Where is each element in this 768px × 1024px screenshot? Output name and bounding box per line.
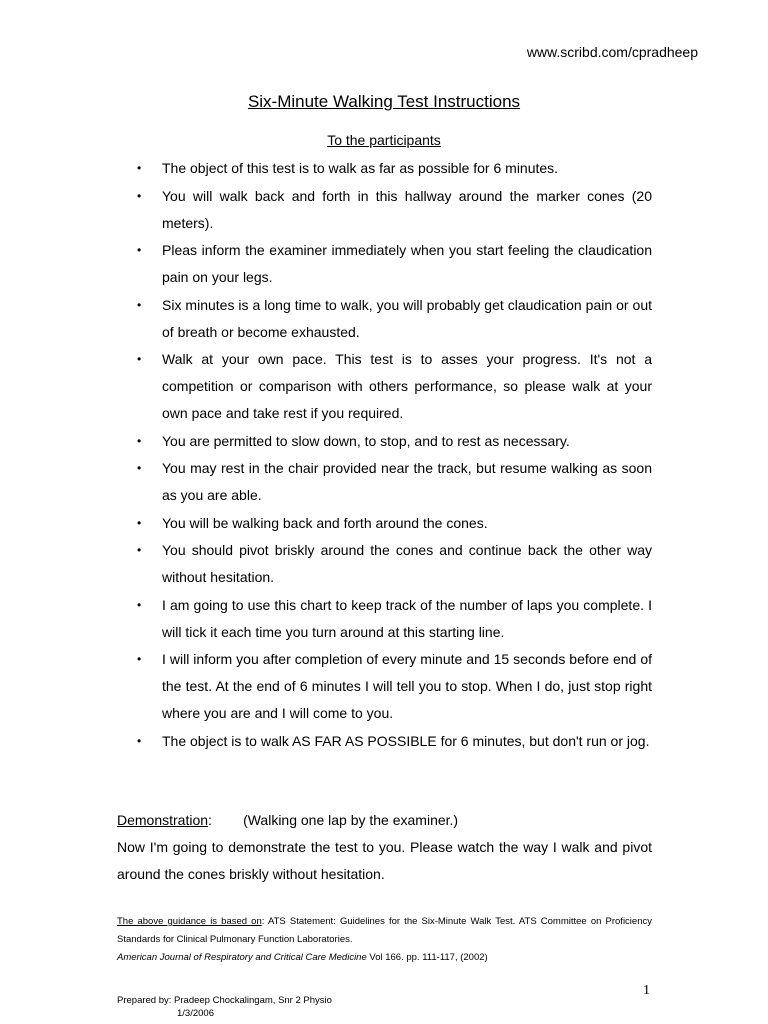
list-item-text: Six minutes is a long time to walk, you will probably get claudication pain or out of breath or become exhausted. xyxy=(162,296,652,340)
list-item xyxy=(117,346,652,427)
reference-citation: : ATS Statement: Guidelines for the Six-Minute Walk Test. ATS Committee on Proficiency Standards for Clinical Pulmonary Function Laboratories. xyxy=(117,916,652,945)
bullet-icon: • xyxy=(137,297,142,312)
list-item-text: You may rest in the chair provided near the track, but resume walking as soon as you are able. xyxy=(162,460,652,503)
list-item xyxy=(117,428,652,455)
list-item xyxy=(117,292,652,346)
list-item xyxy=(117,728,652,755)
bullet-icon: • xyxy=(137,433,142,448)
section-subtitle: To the participants xyxy=(327,132,441,148)
list-item xyxy=(117,455,652,509)
reference-journal: American Journal of Respiratory and Critical Care Medicine xyxy=(117,952,367,963)
list-item xyxy=(117,237,652,291)
demonstration-text: Now I'm going to demonstrate the test to you. Please watch the way I walk and pivot around the cones briskly without hesitation. xyxy=(117,839,652,882)
list-item xyxy=(117,510,652,537)
bullet-icon: • xyxy=(137,188,142,203)
demonstration-heading xyxy=(117,807,652,834)
demonstration-section xyxy=(117,807,652,888)
list-item-text: The object of this test is to walk as far as possible for 6 minutes. xyxy=(162,160,559,176)
bullet-icon: • xyxy=(137,352,142,366)
list-item-text: You are permitted to slow down, to stop, and to rest as necessary. xyxy=(162,432,570,449)
bullet-icon: • xyxy=(137,652,142,666)
bullet-icon: • xyxy=(137,515,142,530)
bullet-icon: • xyxy=(137,733,142,748)
bullet-icon: • xyxy=(137,243,142,257)
list-item xyxy=(117,537,652,591)
list-item-text: I will inform you after completion of every minute and 15 seconds before end of the test. At the end of 6 minutes I will tell you to stop. When I do, just stop right where you are and I will come to you. xyxy=(162,651,652,721)
list-item xyxy=(117,183,652,237)
bullet-icon: • xyxy=(137,161,142,175)
list-item-text: Pleas inform the examiner immediately when you start feeling the claudication pain on your legs. xyxy=(162,242,652,285)
list-item-text: You will walk back and forth in this hallway around the marker cones (20 meters). xyxy=(162,187,652,231)
instruction-list xyxy=(117,155,652,755)
prepared-by-footer xyxy=(117,994,332,1020)
bullet-icon: • xyxy=(137,543,142,557)
demonstration-label: Demonstration xyxy=(117,812,209,828)
source-url: www.scribd.com/cpradheep xyxy=(526,44,698,60)
reference-note xyxy=(117,913,652,967)
list-item-text: I am going to use this chart to keep track of the number of laps you complete. I will tick it each time you turn around at this starting line. xyxy=(162,596,652,640)
demonstration-note: (Walking one lap by the examiner.) xyxy=(243,812,459,828)
reference-volume: Vol 166. pp. 111-117, (2002) xyxy=(366,952,488,963)
prepared-date: 1/3/2006 xyxy=(177,1008,214,1019)
list-item-text: Walk at your own pace. This test is to asses your progress. It's not a competition or comparison with others performance, so please walk at your own pace and take rest if you required. xyxy=(162,351,652,421)
reference-intro: The above guidance is based on xyxy=(117,916,262,927)
list-item xyxy=(117,592,652,646)
bullet-icon: • xyxy=(137,461,142,475)
list-item-text: The object is to walk AS FAR AS POSSIBLE for 6 minutes, but don't run or jog. xyxy=(162,732,650,749)
document-title: Six-Minute Walking Test Instructions xyxy=(247,92,521,111)
list-item xyxy=(117,646,652,727)
list-item-text: You will be walking back and forth around the cones. xyxy=(162,514,488,531)
demonstration-colon: : xyxy=(208,812,212,828)
bullet-icon: • xyxy=(137,597,142,612)
page-number: 1 xyxy=(643,983,650,998)
list-item xyxy=(117,155,652,182)
list-item-text: You should pivot briskly around the cones and continue back the other way without hesitation. xyxy=(162,542,652,585)
prepared-by-text: Prepared by: Pradeep Chockalingam, Snr 2 Physio xyxy=(117,995,332,1006)
